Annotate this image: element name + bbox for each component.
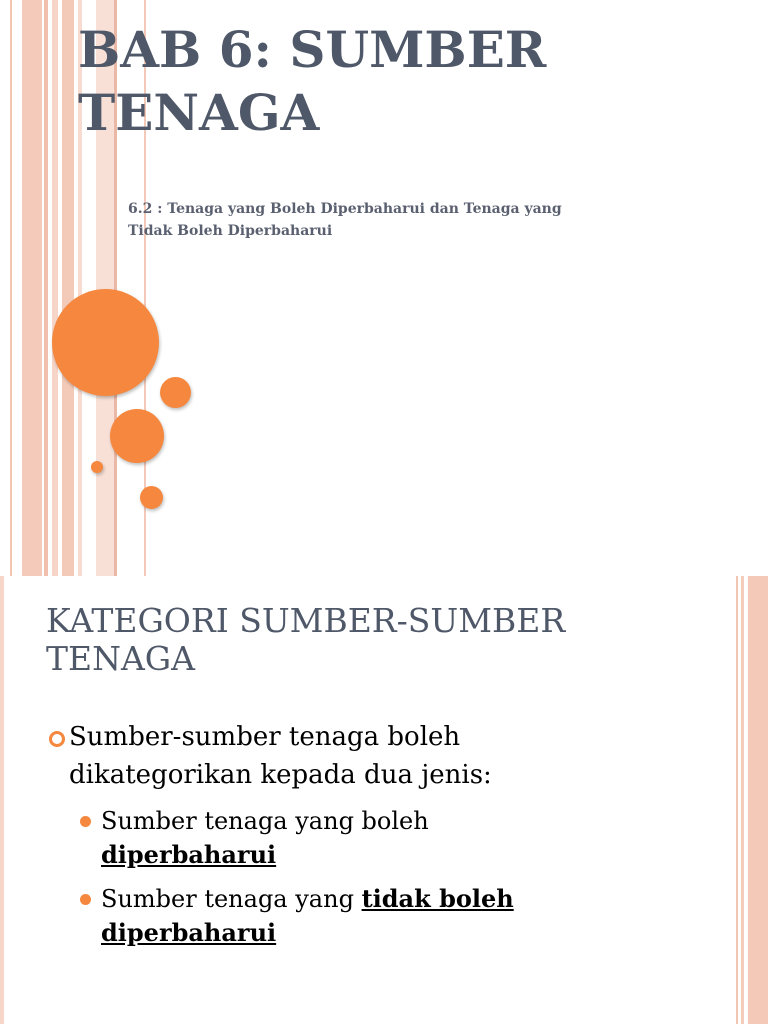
sub-list-item — [80, 882, 680, 950]
decorative-stripe — [741, 576, 744, 1024]
slide-title-line: KATEGORI SUMBER-SUMBER — [46, 601, 566, 640]
dot-bullet-icon — [80, 816, 91, 827]
decorative-stripe — [52, 0, 58, 576]
decorative-circle-large — [52, 289, 159, 396]
slide-title-line: TENAGA — [78, 83, 320, 142]
decorative-stripe — [10, 0, 12, 576]
decorative-stripe — [22, 0, 42, 576]
decorative-circle-small — [140, 486, 163, 509]
sub-list-item-text — [101, 882, 680, 950]
ring-bullet-icon — [49, 731, 65, 747]
sub-list-item-text — [101, 804, 680, 872]
decorative-stripe — [736, 576, 738, 1024]
decorative-circle-small — [160, 377, 191, 408]
slide-title-line: BAB 6: SUMBER — [78, 20, 547, 79]
slide-title — [46, 602, 706, 678]
sub-list-item — [80, 804, 680, 872]
slide-title — [78, 18, 738, 144]
sub-list-item-plain: Sumber tenaga yang — [101, 885, 362, 913]
decorative-stripe — [62, 0, 74, 576]
list-item-line: dikategorikan kepada dua jenis: — [69, 760, 492, 790]
decorative-stripe — [44, 0, 48, 576]
dot-bullet-icon — [80, 894, 91, 905]
sub-list-item-emphasis: tidak boleh — [361, 884, 514, 913]
decorative-circle-medium — [110, 409, 164, 463]
sub-list-item-emphasis: diperbaharui — [101, 840, 277, 869]
slide-subtitle-line: Tidak Boleh Diperbaharui — [128, 223, 333, 239]
slide-subtitle — [128, 198, 708, 242]
sub-list-item-plain: Sumber tenaga yang boleh — [101, 807, 429, 835]
decorative-stripe — [748, 576, 768, 1024]
sub-list-item-emphasis: diperbaharui — [101, 918, 277, 947]
slide-subtitle-line: 6.2 : Tenaga yang Boleh Diperbaharui dan Tenaga yang — [128, 201, 562, 217]
list-item-line: Sumber-sumber tenaga boleh — [69, 722, 461, 752]
decorative-circle-tiny — [91, 461, 103, 473]
content-slide — [0, 576, 768, 1024]
decorative-stripe — [0, 576, 4, 1024]
list-item — [46, 718, 686, 794]
slide-title-line: TENAGA — [46, 639, 195, 678]
list-item-text — [69, 718, 686, 794]
